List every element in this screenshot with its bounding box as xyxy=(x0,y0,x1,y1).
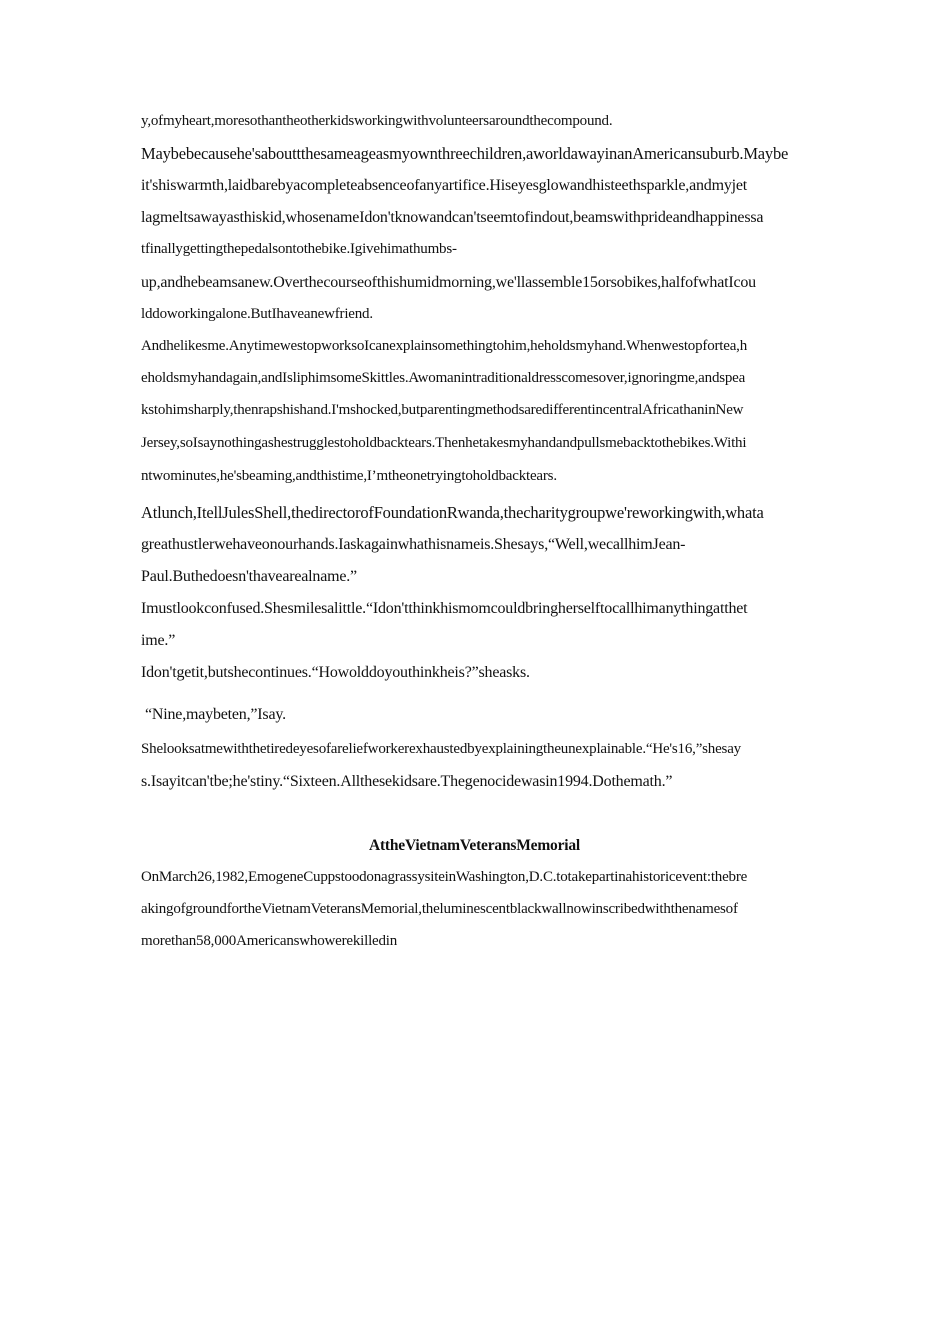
body-text-line: y,ofmyheart,moresothantheotherkidsworkingwithvolunteersaroundthecompound. xyxy=(141,113,613,129)
body-text-line: greathustlerwehaveonourhands.Iaskagainwhathisnameis.Shesays,“Well,wecallhimJean- xyxy=(141,536,686,553)
body-text-line: “Nine,maybeten,”Isay. xyxy=(145,706,286,723)
body-text-line: ntwominutes,he'sbeaming,andthistime,I’mtheonetryingtoholdbacktears. xyxy=(141,468,557,484)
body-text-line: it'shiswarmth,laidbarebyacompleteabsenceofanyartifice.Hiseyesglowandhisteethsparkle,andmyjet xyxy=(141,177,748,194)
body-text-line: OnMarch26,1982,EmogeneCuppstoodonagrassysiteinWashington,D.C.totakepartinahistoricevent:thebre xyxy=(141,869,748,885)
body-text-line: Atlunch,ItellJulesShell,thedirectorofFoundationRwanda,thecharitygroupwe'reworkingwith,whata xyxy=(141,503,764,522)
body-text-line: Imustlookconfused.Shesmilesalittle.“Idon'tthinkhismomcouldbringherselftocallhimanythingatthet xyxy=(141,600,748,617)
body-text-line: lagmeltsawayasthiskid,whosenameIdon'tknowandcan'tseemtofindout,beamswithprideandhappinessa xyxy=(141,209,764,226)
body-text-line: Andhelikesme.AnytimewestopworksoIcanexplainsomethingtohim,heholdsmyhand.Whenwestopfortea,h xyxy=(141,338,748,354)
body-text-line: s.Isayitcan'tbe;he'stiny.“Sixteen.Allthesekidsare.Thegenocidewasin1994.Dothemath.” xyxy=(141,773,673,790)
body-text-line: ime.” xyxy=(141,632,176,649)
section-heading: AttheVietnamVeteransMemorial xyxy=(368,837,581,854)
body-text-line: kstohimsharply,thenrapshishand.I'mshocked,butparentingmethodsaredifferentincentralAfricathaninNew xyxy=(141,402,744,418)
body-text-line: eholdsmyhandagain,andIsliphimsomeSkittles.Awomanintraditionaldresscomesover,ignoringme,andspea xyxy=(141,370,746,386)
body-text-line: Idon'tgetit,butshecontinues.“Howolddoyouthinkheis?”sheasks. xyxy=(141,664,530,681)
body-text-line: lddoworkingalone.ButIhaveanewfriend. xyxy=(141,306,373,322)
body-text-line: morethan58,000Americanswhowerekilledin xyxy=(141,933,398,949)
body-text-line: Maybebecausehe'sabouttthesameageasmyownthreechildren,aworldawayinanAmericansuburb.Maybe xyxy=(141,144,789,163)
body-text-line: Paul.Buthedoesn'thavearealname.” xyxy=(141,568,357,585)
body-text-line: Jersey,soIsaynothingashestrugglestoholdbacktears.Thenhetakesmyhandandpullsmebacktothebikes.Withi xyxy=(141,435,747,451)
body-text-line: Shelooksatmewiththetiredeyesofareliefworkerexhaustedbyexplainingtheunexplainable.“He's16,”shesay xyxy=(141,741,741,757)
body-text-line: akingofgroundfortheVietnamVeteransMemorial,theluminescentblackwallnowinscribedwiththenamesof xyxy=(141,901,738,917)
body-text-line: up,andhebeamsanew.Overthecourseofthishumidmorning,we'llassemble15orsobikes,halfofwhatIcou xyxy=(141,274,756,291)
body-text-line: tfinallygettingthepedalsontothebike.Igivehimathumbs- xyxy=(141,241,457,257)
